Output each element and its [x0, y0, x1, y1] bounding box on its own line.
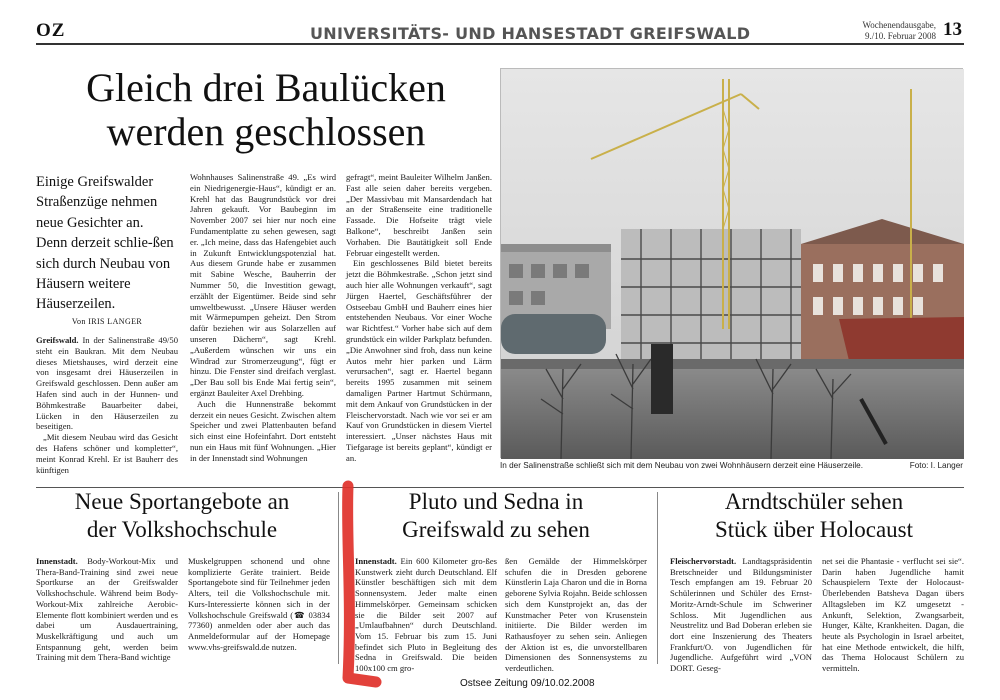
main-column-1 — [36, 335, 178, 475]
sport-headline-line1: Neue Sportangebote an — [74, 489, 290, 514]
main-col3-para2: Ein geschlossenes Bild bietet bereits jetzt die Böhmkestraße. „Schon jetzt sind auch hier alle Wohnungen verkauft“, sagt Jürgen Haertel, Geschäftsführer der Ostseebau GmbH und Bauherr eines hier entstehenden Neubaus. Vor einer Woche war Richtfest.“ Vorher habe sich auf dem grundstück ein wilder Parkplatz befunden. „Die Anwohner sind froh, dass nun keine Autos mehr hier parken und Lärm verursachen“, sagt er. Haertel begann bereits 1995 zusammen mit seinem damaligen Partner Hartmut Schürmann, mit dem Ankauf von Grundstücken in der Fleischervorstadt. Nach wie vor sei er am Kauf von Grundstücken in diesem Viertel interessiert. „Unser nächstes Haus mit Tiefgarage ist bereits geplant“, kündigt er an. — [346, 258, 492, 463]
holocaust-column-2: net sei die Phantasie - verflucht sei sie“. Darin haben Jugendliche hamit Schauspielern Texte der Holocaust-Überlebenden Batsheva Dagan übers Alltagsleben im KZ umgesetzt - Ankunft, Selektion, Zwangsarbeit, Hunger, Kälte, Krankheiten. Dagan, die heute als Psychologin in Israel arbeitet, hat eine Methode entwickelt, die hilft, das Thema Holocaust Schülern zu vermitteln. — [822, 556, 964, 674]
pluto-column-2: ßen Gemälde der Himmelskörper schufen die in Dresden geborene Künstlerin Laja Charon und die in Borna geborene Sylvia Rojahn. Beide schlossen sich dem Kunstprojekt an, das der Kunstmacher Peter von Krusenstein initiierte. Die Bilder werden im Rathausfoyer zu sehen sein. Anliegen der Aktion ist es, die unvorstellbaren Dimensionen des Sonnensystems zu verdeutlichen. — [505, 556, 648, 674]
sport-column-2: Muskelgruppen schonend und ohne komplizierte Geräte trainiert. Beide Sportangebote sind für Teilnehmer jeden Alters, teil die Volkshochschule mit. Kurs-Interessierte können sich in der Volkshochschule Greifswald (☎ 03834 77360) anmelden oder aber auch das Anmeldeformular auf der Homepage www.vhs-greifswald.de nutzen. — [188, 556, 330, 652]
pluto-headline — [346, 488, 646, 544]
holocaust-dateline: Fleischervorstadt. — [670, 556, 737, 566]
source-note: Ostsee Zeitung 09/10.02.2008 — [460, 678, 595, 689]
construction-photo — [500, 68, 963, 458]
photo-caption-text: In der Salinenstraße schließt sich mit dem Neubau von zwei Wohnhäusern derzeit eine Häuserzeile. — [500, 461, 864, 470]
masthead-rule — [36, 43, 964, 45]
page-number: 13 — [943, 19, 962, 40]
main-col3-para1: gefragt“, meint Bauleiter Wilhelm Janßen. Fast alle seien daher bereits vergeben. „Der Massivbau mit Mansardendach hat an der Straßenseite eine traditionelle Fassade. Die Hofseite trägt viele Balkone“, beschreibt Janßen sein Vorhaben. Die Bautätigkeit soll Ende Februar eingestellt werden. — [346, 172, 492, 258]
main-byline: Von IRIS LANGER — [71, 317, 143, 326]
main-col1-para1 — [36, 335, 178, 432]
main-col2-para1: Wohnhauses Salinenstraße 49. „Es wird ein Niedrigenergie-Haus“, kündigt er an. Krehl hat das Baugrundstück vor drei Jahren gekauft. Vor Baubeginn im November 2007 sei hier nur noch eine Fundamentplatte zu sehen gewesen, sagt er. „Ich meine, dass das Hafengebiet auch in Zukunft Entwicklungspotenzial hat. Aus diesem Grunde habe er zusammen mit Sabine Wesche, Bauherrin der Nummer 50, die Investition gewagt, erzählt der Eigentümer. Beide sind sehr umweltbewusst. „Unsere Häuser werden mit Wärmepumpen geheizt. Den Strom dafür beziehen wir aus Solarzellen auf unseren Dächern“, sagt Krehl. „Außerdem wünschen wir uns ein Windrad zur Stromerzeugung“, fügt er hinzu. Die Fenster sind dreifach verglast. „Der Bau soll bis Ende Mai fertig sein“, ergänzt Bauleiter Axel Drehbing. — [190, 172, 336, 398]
edition-label: Wochenendausgabe, — [862, 20, 936, 30]
edition-date-text: 9./10. Februar 2008 — [865, 31, 936, 41]
holocaust-col1-text: Landtagspräsidentin Bretschneider und Bildungsminister Tesch empfangen am 19. Februar 20 Schülerinnen und Schüler des Ernst-Moritz-Arndt-Schule im Schweriner Schloss. Mit Jugendlichen aus Neustrelitz und Bad Doberan erleben sie dort eine Inszenierung des Theaters Frankfurt/O. von Jugendlichen für Jugendliche. Aufgeführt wird „VON DORT. Geseg- — [670, 556, 812, 674]
main-col1-para2: „Mit diesem Neubau wird das Gesicht des Hafens schöner und kompletter“, meint Konrad Krehl. Er ist Bauherr des künftigen — [36, 432, 178, 475]
sport-col1-text: Body-Workout-Mix und Thera-Band-Training sind zwei neue Sportkurse an der Greifswalder Volkshochschule. Während beim Body-Workout-Mix zahlreiche Aerobic-Elemente flott kombiniert werden und es dabei um Ausdauertraining, Muskelkräftigung und auch um Entspannung geht, werden beim Training mit dem Thera-Band wichtige — [36, 556, 178, 663]
sport-headline — [36, 488, 328, 544]
photo-caption — [500, 461, 963, 470]
main-column-2 — [190, 172, 336, 475]
paper-logo: OZ — [36, 20, 66, 41]
pluto-headline-line1: Pluto und Sedna in — [408, 489, 584, 514]
holocaust-headline — [664, 488, 964, 544]
holocaust-column-1 — [670, 556, 812, 674]
main-col1-text: In der Salinenstraße 49/50 steht ein Baukran. Mit dem Neubau dieses Mietshauses, wird derzeit eine von insgesamt drei Häuserzeilen in Greifswald geschlossen. Denn außer am Hafen sind auch in der Hunnen- und Böhmkestraße Bauarbeiter dabei, Lücken in den Häuserzeilen zu beseitigen. — [36, 335, 178, 432]
main-column-3 — [346, 172, 492, 475]
sport-dateline: Innenstadt. — [36, 556, 78, 566]
red-marker-annotation — [326, 478, 386, 696]
main-lead: Einige Greifswalder Straßenzüge nehmen neue Gesichter an. Denn derzeit schlie-ßen sich durch Neubau von Häusern weitere Häuserzeilen. — [36, 174, 174, 313]
main-headline — [36, 66, 496, 154]
sport-headline-line2: der Volkshochschule — [86, 517, 278, 542]
main-headline-line2: werden geschlossen — [106, 109, 426, 154]
edition-date — [863, 20, 937, 42]
main-headline-line1: Gleich drei Baulücken — [86, 65, 446, 110]
photo-credit: Foto: I. Langer — [909, 461, 963, 470]
pluto-col1-text: Ein 600 Kilometer gro-ßes Kunstwerk zieht durch Deutschland. Elf Künstler beschäftigen sich mit dem Sonnensystem. Jeder malte einen Himmelskörper. Gemeinsam schicken sie die Bilder seit 2007 auf „Umlaufbahnen“ durch Deutschland. Vom 15. Februar bis zum 15. Juni befindet sich Pluto in Begleitung des Sedna in Greifswald. Die beiden 100x100 cm gro- — [355, 556, 497, 674]
column-divider-2 — [657, 492, 658, 664]
section-title: UNIVERSITÄTS- UND HANSESTADT GREIFSWALD — [310, 24, 751, 43]
holocaust-headline-line1: Arndtschüler sehen — [724, 489, 904, 514]
sport-column-1 — [36, 556, 178, 668]
pluto-dateline: Innenstadt. — [355, 556, 397, 566]
construction-photo-drawing — [501, 69, 964, 459]
holocaust-headline-line2: Stück über Holocaust — [714, 517, 913, 542]
main-col2-para2: Auch die Hunnenstraße bekommt derzeit ein neues Gesicht. Zwischen altem Speicher und zwei Plattenbauten befand sich einst eine Hofeinfahrt. Dort entsteht nun ein Haus mit fünf Wohnungen. „Hier in der Innenstadt sind Wohnungen — [190, 398, 336, 463]
main-dateline: Greifswald. — [36, 335, 79, 345]
pluto-headline-line2: Greifswald zu sehen — [402, 517, 590, 542]
